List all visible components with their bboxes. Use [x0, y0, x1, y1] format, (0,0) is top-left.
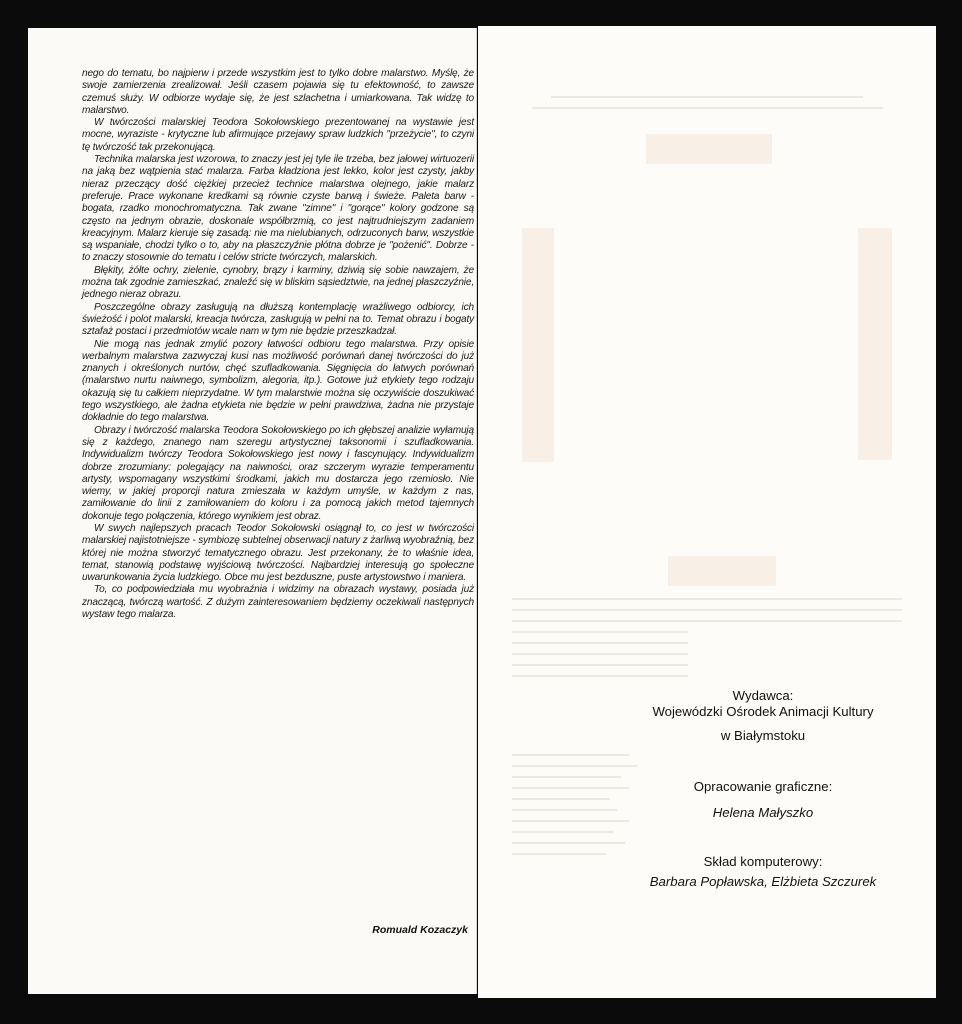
author-signature: Romuald Kozaczyk [372, 924, 468, 936]
show-through-block [668, 556, 776, 586]
show-through-block [646, 134, 772, 164]
show-through-block [858, 228, 892, 460]
paragraph: Błękity, żółte ochry, zielenie, cynobry, brązy i karminy, dziwią się sobie nawzajem, że można tak zgodnie zamieszkać, znaleźć się w bliskim sąsiedztwie, na jednej płaszczyźnie, jednego nieraz obrazu. [82, 264, 474, 301]
graphics-label: Opracowanie graficzne: [693, 779, 833, 794]
paragraph: Technika malarska jest wzorowa, to znaczy jest jej tyle ile trzeba, bez jałowej wirtuozerii na jaką bez wątpienia stać malarza. Farba kładziona jest lekko, kolor jest czysty, jakby nieraz przeczący dość ciężkiej przecież technice malarstwa olejnego, jakie malarz preferuje. Prace wykonane kredkami są równie czyste barwą i świeże. Paleta barw - bogata, rzadko monochromatyczna. Tak zwane "zimne" i "gorące" kolory godzone są często na jednym obrazie, doskonale współbrzmią, co jest najtrudniejszym zadaniem kreacyjnym. Malarz kieruje się zasadą: nie ma nielubianych, odrzuconych barw, wszystkie są wspaniałe, chodzi tylko o to, aby na płaszczyźnie płótna dobrze je "pożenić". Dobrze - to znaczy stosownie do tematu i celów stricte twórczych, malarskich. [82, 154, 474, 264]
paragraph: Nie mogą nas jednak zmylić pozory łatwości odbioru tego malarstwa. Przy opisie werbalnym malarstwa zazwyczaj kusi nas możliwość porównań danej twórczości do już znanych i określonych nurtów, chęć szufladkowania. Sięgnięcia do łatwych porównań (malarstwo nurtu naiwnego, symbolizm, alegoria, itp.). Gotowe już etykiety tego rodzaju okazują się tu całkiem nieprzydatne. W tym malarstwie można się oczywiście doszukiwać tego wszystkiego, ale żadna etykieta nie będzie w pełni prawdziwa, żadna nie przystaje dokładnie do tego malarstwa. [82, 338, 474, 424]
typesetting-names: Barbara Popławska, Elżbieta Szczurek [649, 874, 877, 889]
graphics-name: Helena Małyszko [712, 805, 814, 820]
paragraph: To, co podpowiedziała mu wyobraźnia i widzimy na obrazach wystawy, posiada już znaczącą, twórczą wartość. Z dużym zainteresowaniem będziemy oczekiwali następnych wystaw tego malarza. [82, 584, 474, 621]
show-through-lines [512, 598, 902, 686]
paragraph: W twórczości malarskiej Teodora Sokołowskiego prezentowanej na wystawie jest mocne, wyraziste - krytyczne lub afirmujące przejawy spraw ludzkich "przeżycie", to czyni tę twórczość tak przekonującą. [82, 117, 474, 153]
show-through-block [522, 228, 554, 462]
credits-block [618, 688, 908, 890]
right-page [478, 26, 936, 998]
paragraph: W swych najlepszych pracach Teodor Sokołowski osiągnął to, co jest w twórczości malarskiej najistotniejsze - symbiozę subtelnej obserwacji natury z żarliwą wyobraźnią, bez której nie można stworzyć tematycznego obrazu. Jest przekonany, że to właśnie idea, temat, stanowią podstawę wyjściową twórczości. Najbardziej interesują go społeczne uwarunkowania życia ludzkiego. Obce mu jest bezduszne, puste artystowstwo i maniera. [82, 522, 474, 584]
essay-text [82, 68, 474, 621]
publisher-label: Wydawca: [732, 688, 794, 703]
publisher-city: w Białymstoku [720, 728, 806, 743]
paragraph: Obrazy i twórczość malarska Teodora Sokołowskiego po ich głębszej analizie wyłamują się z każdego, znanego nam szeregu artystycznej taksonomii i szufladkowania. Indywidualizm twórczy Teodora Sokołowskiego jest nowy i fascynujący. Indywidualizm dobrze zrozumiany: polegający na naiwności, oraz szczerym wyrazie temperamentu artysty, wspomagany wszystkimi środkami, jakich mu dostarcza jego rzemiosło. Nie wiemy, w jakiej proporcji natura zmieszała w każdym umyśle, w każdym z nas, zamiłowanie do linii z zamiłowaniem do koloru i za pomocą jakich metod tajemnych dokonuje tego połączenia, którego wynikiem jest obraz. [82, 424, 474, 522]
publisher-name: Wojewódzki Ośrodek Animacji Kultury [652, 704, 874, 719]
typesetting-label: Skład komputerowy: [703, 854, 823, 869]
left-page [28, 28, 477, 994]
paragraph: Poszczególne obrazy zasługują na dłuższą kontemplację wrażliwego odbiorcy, ich świeżość i polot malarski, kreacja twórcza, zasługują w pełni na to. Temat obrazu i bogaty sztafaż postaci i przedmiotów wcale nam w tym nie będzie przeszkadzał. [82, 301, 474, 338]
show-through-lines [512, 96, 902, 118]
paragraph: nego do tematu, bo najpierw i przede wszystkim jest to tylko dobre malarstwo. Myślę, że swoje zamierzenia zrealizował. Jeśli czasem pojawia się tu efektowność, to zawsze czemuś służy. W odbiorze wydaje się, że jest szlachetna i umiarkowana. Tak widzę to malarstwo. [82, 68, 474, 116]
